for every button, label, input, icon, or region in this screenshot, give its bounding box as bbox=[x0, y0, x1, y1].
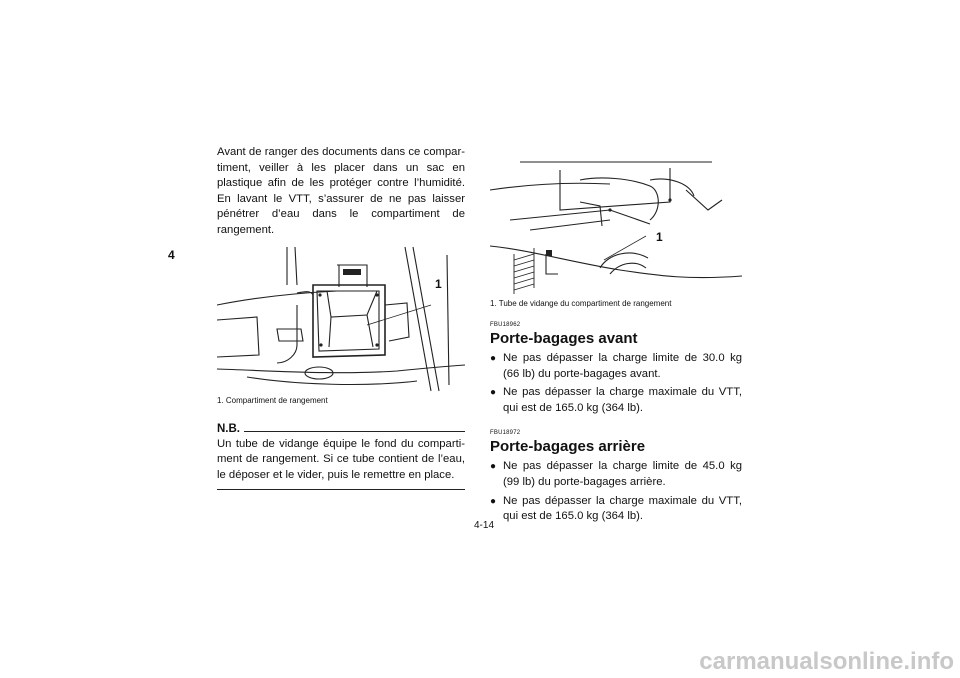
bullet-icon: ● bbox=[490, 387, 497, 399]
page-number: 4-14 bbox=[473, 520, 494, 531]
section-code: FBU18962 bbox=[490, 322, 521, 328]
drain-tube-illustration bbox=[490, 150, 742, 296]
watermark: carmanualsonline.info bbox=[699, 648, 954, 675]
section-title: Porte-bagages arrière bbox=[490, 438, 646, 456]
list-item bbox=[490, 385, 742, 416]
bullet-icon: ● bbox=[490, 353, 497, 364]
note-text: Un tube de vidange équipe le fond du compartiment de rangement. Si ce tube contient de l’eau, le déposer et le vider, puis le remettre en place. bbox=[217, 437, 465, 481]
chapter-tab: 4 bbox=[168, 248, 175, 262]
drain-tube-figure bbox=[490, 150, 742, 296]
bullet-icon: ● bbox=[490, 495, 497, 507]
bullet-icon: ● bbox=[490, 461, 497, 473]
intro-paragraph: Avant de ranger des documents dans ce compartiment, veiller à les placer dans un sac en plastique afin de les protéger contre l’humidité. En lavant le VTT, s’assurer de ne pas laisser pénétrer d’eau dans le compartiment de rangement. bbox=[217, 146, 465, 236]
figure-callout: 1 bbox=[656, 230, 663, 244]
section-code: FBU18972 bbox=[490, 430, 521, 437]
note-heading bbox=[217, 423, 465, 435]
figure-caption: 1. Compartiment de rangement bbox=[217, 395, 328, 405]
list-item-text: Ne pas dépasser la charge limite de 45.0 kg (99 lb) du porte-bagages arrière. bbox=[503, 460, 742, 488]
figure-callout: 1 bbox=[435, 276, 442, 291]
storage-compartment-illustration bbox=[217, 245, 465, 393]
list-item bbox=[490, 351, 742, 382]
storage-compartment-figure bbox=[217, 245, 465, 393]
list-item-text: Ne pas dépasser la charge maximale du VTT, qui est de 165.0 kg (364 lb). bbox=[503, 386, 742, 414]
figure-caption: 1. Tube de vidange du compartiment de rangement bbox=[490, 299, 672, 308]
list-item-text: Ne pas dépasser la charge limite de 30.0 kg (66 lb) du porte-bagages avant. bbox=[503, 352, 742, 380]
list-item bbox=[490, 494, 742, 525]
section-title: Porte-bagages avant bbox=[490, 330, 638, 347]
list-item bbox=[490, 459, 742, 490]
note-end-divider bbox=[217, 489, 465, 490]
section-front-rack bbox=[490, 322, 742, 416]
note-divider bbox=[244, 425, 465, 432]
right-column bbox=[490, 150, 742, 528]
note-heading-label: N.B. bbox=[217, 422, 240, 435]
left-column bbox=[217, 145, 465, 490]
list-item-text: Ne pas dépasser la charge maximale du VTT, qui est de 165.0 kg (364 lb). bbox=[503, 494, 742, 523]
section-rear-rack bbox=[490, 430, 742, 524]
